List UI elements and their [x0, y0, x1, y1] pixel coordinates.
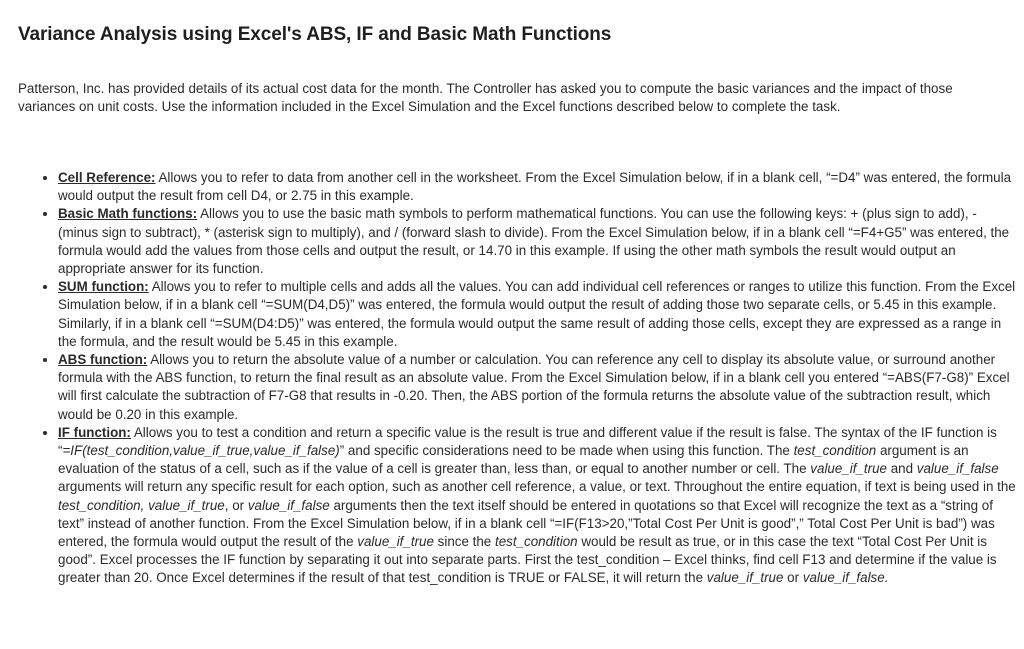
if-desc-part: Allows you to test a condition and return a specific value is the result is true and different value if the result is false. The syntax of the IF function is “ [58, 424, 997, 459]
function-list [18, 169, 1016, 588]
if-desc-part: and [886, 461, 917, 477]
arg-test-condition: test_condition [494, 534, 578, 550]
if-desc-part: argument is an evaluation of the status of a cell, such as if the value of a cell is greater than, less than, or equal to another number or cell. The [58, 443, 969, 477]
desc-basic-math: Allows you to use the basic math symbols to perform mathematical functions. You can use the following keys: + (plus sign to add), - (minus sign to subtract), * (asterisk sign to multiply), and / (forward slash to divide). From the Excel Simulation below, if in a blank cell “=F4+G5” was entered, the formula would add the values from those cells and output the result, or 14.70 in this example. If using the other math symbols the result would output an appropriate answer for its function. [58, 206, 1010, 277]
arg-test-condition: test_condition [793, 443, 877, 459]
arg-value-if-false: value_if_false [247, 497, 330, 513]
arg-test-condition-value-if-true: test_condition, value_if_true [58, 497, 225, 513]
arg-value-if-true: value_if_true [357, 534, 434, 550]
list-item-basic-math [58, 205, 1016, 278]
arg-value-if-true: value_if_true [706, 570, 784, 586]
term-cell-reference: Cell Reference: [58, 170, 156, 185]
if-syntax: =IF(test_condition,value_if_true,value_if_false) [62, 443, 340, 459]
list-item-abs-function [58, 351, 1016, 424]
arg-value-if-true: value_if_true [810, 461, 887, 477]
desc-cell-reference: Allows you to refer to data from another cell in the worksheet. From the Excel Simulation below, if in a blank cell, “=D4” was entered, the formula would output the result from cell D4, or 2.75 in this example. [58, 170, 1012, 204]
term-abs-function: ABS function: [58, 352, 148, 368]
arg-value-if-false: value_if_false [916, 461, 999, 477]
intro-paragraph: Patterson, Inc. has provided details of its actual cost data for the month. The Controller has asked you to compute the basic variances and the impact of those variances on unit costs. Use the information included in the Excel Simulation and the Excel functions described below to complete the task. [18, 81, 953, 115]
if-desc-part: arguments will return any specific result for each option, such as another cell reference, a value, or text. Throughout the entire equation, if text is being used in the [58, 479, 1016, 495]
if-desc-part: , or [224, 497, 248, 513]
term-basic-math: Basic Math functions: [58, 206, 198, 222]
if-desc-part: since the [433, 534, 495, 550]
term-sum-function: SUM function: [58, 279, 149, 295]
term-if-function: IF function: [58, 424, 131, 440]
if-desc-part: would be result as true, or in this case the text “Total Cost Per Unit is good”. Excel processes the IF function by separating it out into separate parts. First the test_condition – Excel thinks, find cell F13 and determine if the value is greater than 20. Once Excel determines if the result of that test_condition is TRUE or FALSE, it will return the [58, 534, 997, 586]
if-desc-part: arguments then the text itself should be entered in quotations so that Excel will recognize the text as a “string of text” instead of another function. From the Excel Simulation below, if in a blank cell “=IF(F13>20,”Total Cost Per Unit is good”,” Total Cost Per Unit is bad”) was entered, the formula would output the result of the [58, 497, 995, 550]
desc-abs-function: Allows you to return the absolute value of a number or calculation. You can reference any cell to display its absolute value, or surround another formula with the ABS function, to return the final result as an absolute value. From the Excel Simulation below, if in a blank cell you entered “=ABS(F7-G8)” Excel will first calculate the subtraction of F7-G8 that results in -0.20. Then, the ABS portion of the formula returns the absolute value of the subtraction result, which would be 0.20 in this example. [58, 352, 1010, 422]
page-title: Variance Analysis using Excel's ABS, IF and Basic Math Functions [18, 24, 612, 45]
desc-sum-function: Allows you to refer to multiple cells and adds all the values. You can add individual cell references or ranges to utilize this function. From the Excel Simulation below, if in a blank cell “=SUM(D4,D5)” was entered, the formula would output the result of adding those two separate cells, or 5.45 in this example. Similarly, if in a blank cell “=SUM(D4:D5)” was entered, the formula would output the same result of adding those cells, except they are expressed as a range in the formula, and the result would be 5.45 in this example. [58, 279, 1016, 349]
list-item-sum-function [58, 278, 1016, 351]
list-item-if-function [58, 424, 1016, 588]
if-desc-part: ” and specific considerations need to be made when using this function. The [339, 443, 794, 459]
arg-value-if-false: value_if_false. [802, 570, 889, 586]
list-item-cell-reference [58, 169, 1016, 205]
if-desc-part: or [783, 570, 803, 586]
